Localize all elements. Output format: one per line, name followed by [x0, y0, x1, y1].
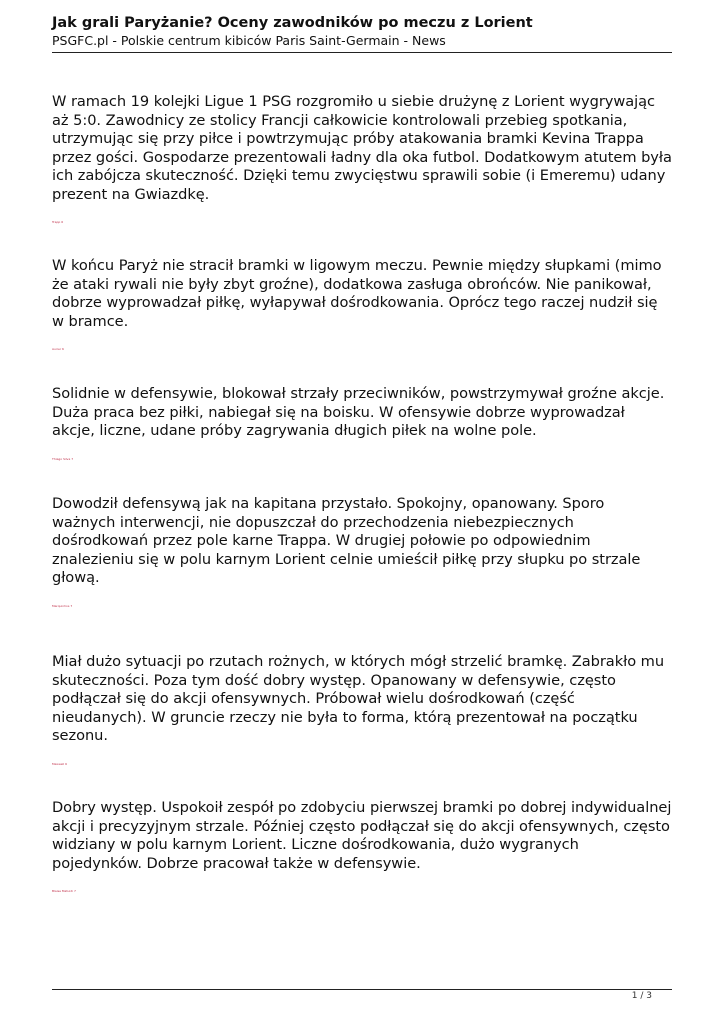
article-title: Jak grali Paryżanie? Oceny zawodników po meczu z Lorient [52, 15, 533, 31]
paragraph-block [52, 653, 672, 766]
footer-divider [52, 989, 672, 990]
paragraph-block [52, 385, 672, 461]
player-rating-caption: Aurier 6 [52, 347, 64, 351]
paragraph-text: Miał dużo sytuacji po rzutach rożnych, w których mógł strzelić bramkę. Zabrakło mu skuteczności. Poza tym dość dobry występ. Opanowany w defensywie, często podłączał się do akcji ofensywnych. Próbował wielu dośrodkowań (część nieudanych). W gruncie rzeczy nie była to forma, którą prezentował na początku sezonu. [52, 653, 665, 744]
page-header [52, 14, 672, 49]
site-subtitle: PSGFC.pl - Polskie centrum kibiców Paris Saint-Germain - News [52, 33, 446, 48]
player-rating-caption: Maxwell 6 [52, 761, 68, 766]
paragraph-block [52, 799, 672, 893]
paragraph-text: Dowodził defensywą jak na kapitana przystało. Spokojny, opanowany. Sporo ważnych interwencji, nie dopuszczał do przechodzenia niebezpiecznych dośrodkowań przez pole karne Trappa. W drugiej połowie po odpowiednim znalezieniu się w polu karnym Lorient celnie umieścił piłkę przy słupku po strzale głową. [52, 495, 641, 586]
player-rating-caption: Marquinhos 7 [52, 603, 73, 608]
paragraph-block [52, 495, 672, 608]
paragraph-text: Dobry występ. Uspokoił zespół po zdobyciu pierwszej bramki po dobrej indywidualnej akcji i precyzyjnym strzale. Później często podłączał się do akcji ofensywnych, często widziany w polu karnym Lorient. Liczne dośrodkowania, dużo wygranych pojedynków. Dobrze pracował także w defensywie. [52, 799, 672, 872]
paragraph-text: W końcu Paryż nie stracił bramki w ligowym meczu. Pewnie między słupkami (mimo że ataki rywali nie były zbyt groźne), dodatkowa zasługa obrońców. Nie panikował, dobrze wyprowadzał piłkę, wyłapywał dośrodkowania. Oprócz tego raczej nudził się w bramce. [52, 257, 662, 330]
paragraph-block [52, 93, 672, 224]
header-divider [52, 52, 672, 53]
player-rating-caption: Trapp 6 [52, 220, 64, 224]
page-number: 1 / 3 [631, 991, 652, 1001]
player-rating-caption: Thiago Silva 7 [52, 456, 74, 461]
paragraph-text: W ramach 19 kolejki Ligue 1 PSG rozgromiło u siebie drużynę z Lorient wygrywając aż 5:0. Zawodnicy ze stolicy Francji całkowicie kontrolowali przebieg spotkania, utrzymując się przy piłce i powtrzymując próby atakowania bramki Kevina Trappa przez gości. Gospodarze prezentowali ładny dla oka futbol. Dodatkowym atutem była ich zabójcza skuteczność. Dzięki temu zwycięstwu sprawili sobie (i Emeremu) udany prezent na Gwiazdkę. [52, 93, 672, 203]
paragraph-text: Solidnie w defensywie, blokował strzały przeciwników, powstrzymywał groźne akcje. Duża praca bez piłki, nabiegał się na boisku. W ofensywie dobrze wyprowadzał akcje, liczne, udane próby zagrywania długich piłek na wolne pole. [52, 385, 665, 439]
paragraph-block [52, 257, 672, 351]
player-rating-caption: Blaise Matuidi 7 [52, 889, 76, 893]
